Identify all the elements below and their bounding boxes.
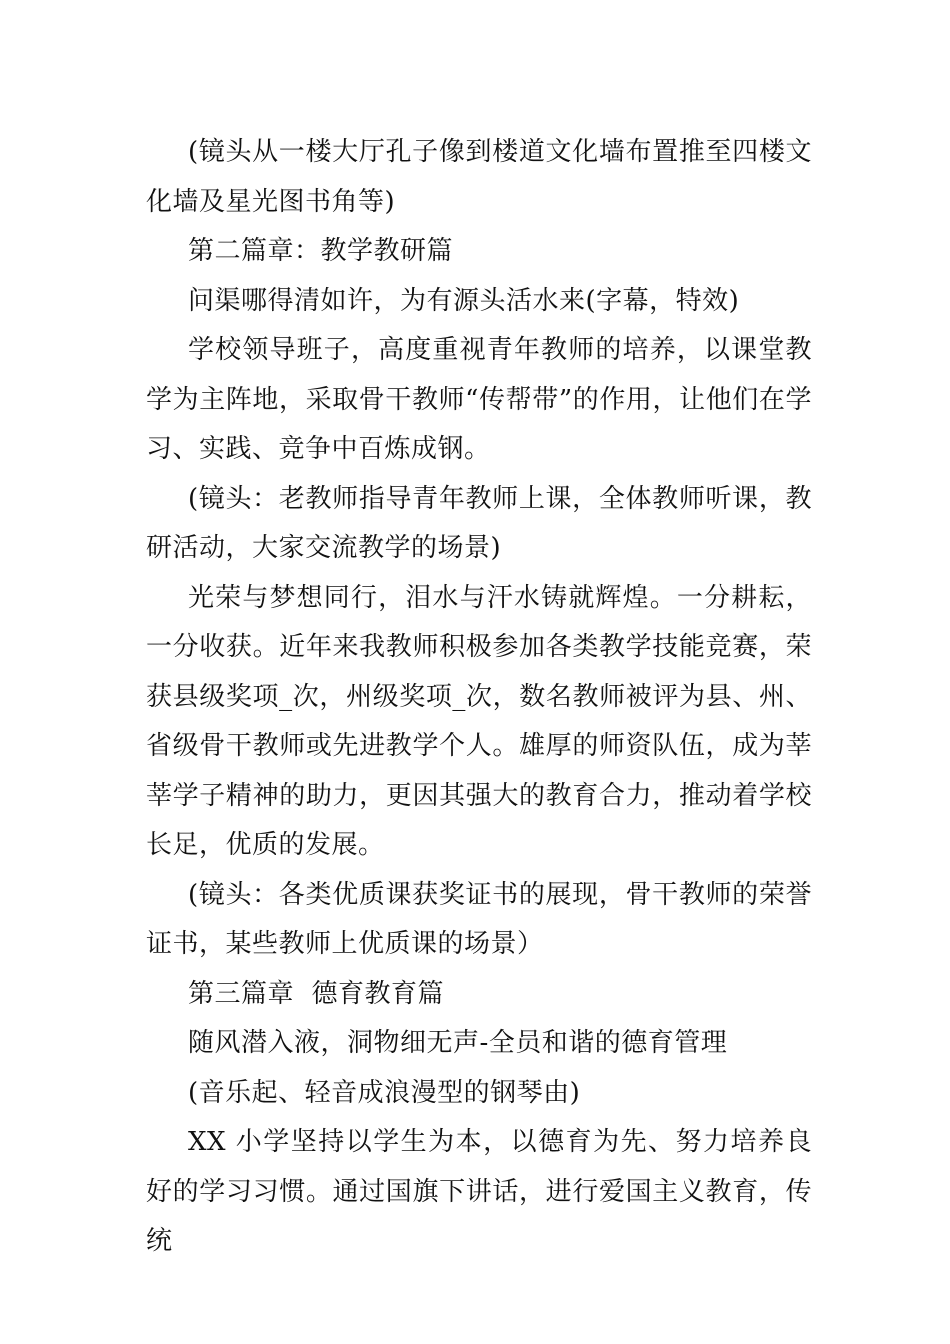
paragraph-teaching-awards: 光荣与梦想同行，泪水与汗水铸就辉煌。一分耕耘，一分收获。近年来我教师积极参加各类教学技能竞赛，荣获县级奖项_次，州级奖项_次，数名教师被评为县、州、省级骨干教师或先进教学个人。雄厚的师资队伍，成为莘莘学子精神的助力，更因其强大的教育合力，推动着学校长足，优质的发展。 [146, 582, 812, 860]
paragraph-music-note: (音乐起、轻音成浪漫型的钢琴由) [188, 1077, 581, 1108]
document-body [146, 128, 812, 1267]
paragraph-camera-note-1: (镜头从一楼大厅孔子像到楼道文化墙布置推至四楼文化墙及星光图书角等) [146, 137, 812, 217]
chapter-subtitle-3: 随风潜入液，洞物细无声-全员和谐的德育管理 [188, 1028, 728, 1058]
chapter-subtitle-2: 问渠哪得清如许，为有源头活水来(字幕，特效) [188, 285, 740, 316]
paragraph-teacher-training: 学校领导班子，高度重视青年教师的培养，以课堂教学为主阵地，采取骨干教师“传帮带”的作用，让他们在学习、实践、竞争中百炼成钢。 [146, 335, 812, 464]
paragraph-camera-note-2: (镜头：老教师指导青年教师上课，全体教师听课，教研活动，大家交流教学的场景) [146, 483, 812, 563]
chapter-heading-2: 第二篇章：教学教研篇 [188, 236, 454, 266]
paragraph-moral-education: XX 小学坚持以学生为本，以德育为先、努力培养良好的学习习惯。通过国旗下讲话，进行爱国主义教育，传统 [146, 1127, 812, 1256]
chapter-heading-3: 第三篇章 德育教育篇 [188, 978, 445, 1009]
paragraph-camera-note-3: (镜头：各类优质课获奖证书的展现，骨干教师的荣誉证书，某些教师上优质课的场景） [146, 879, 812, 959]
